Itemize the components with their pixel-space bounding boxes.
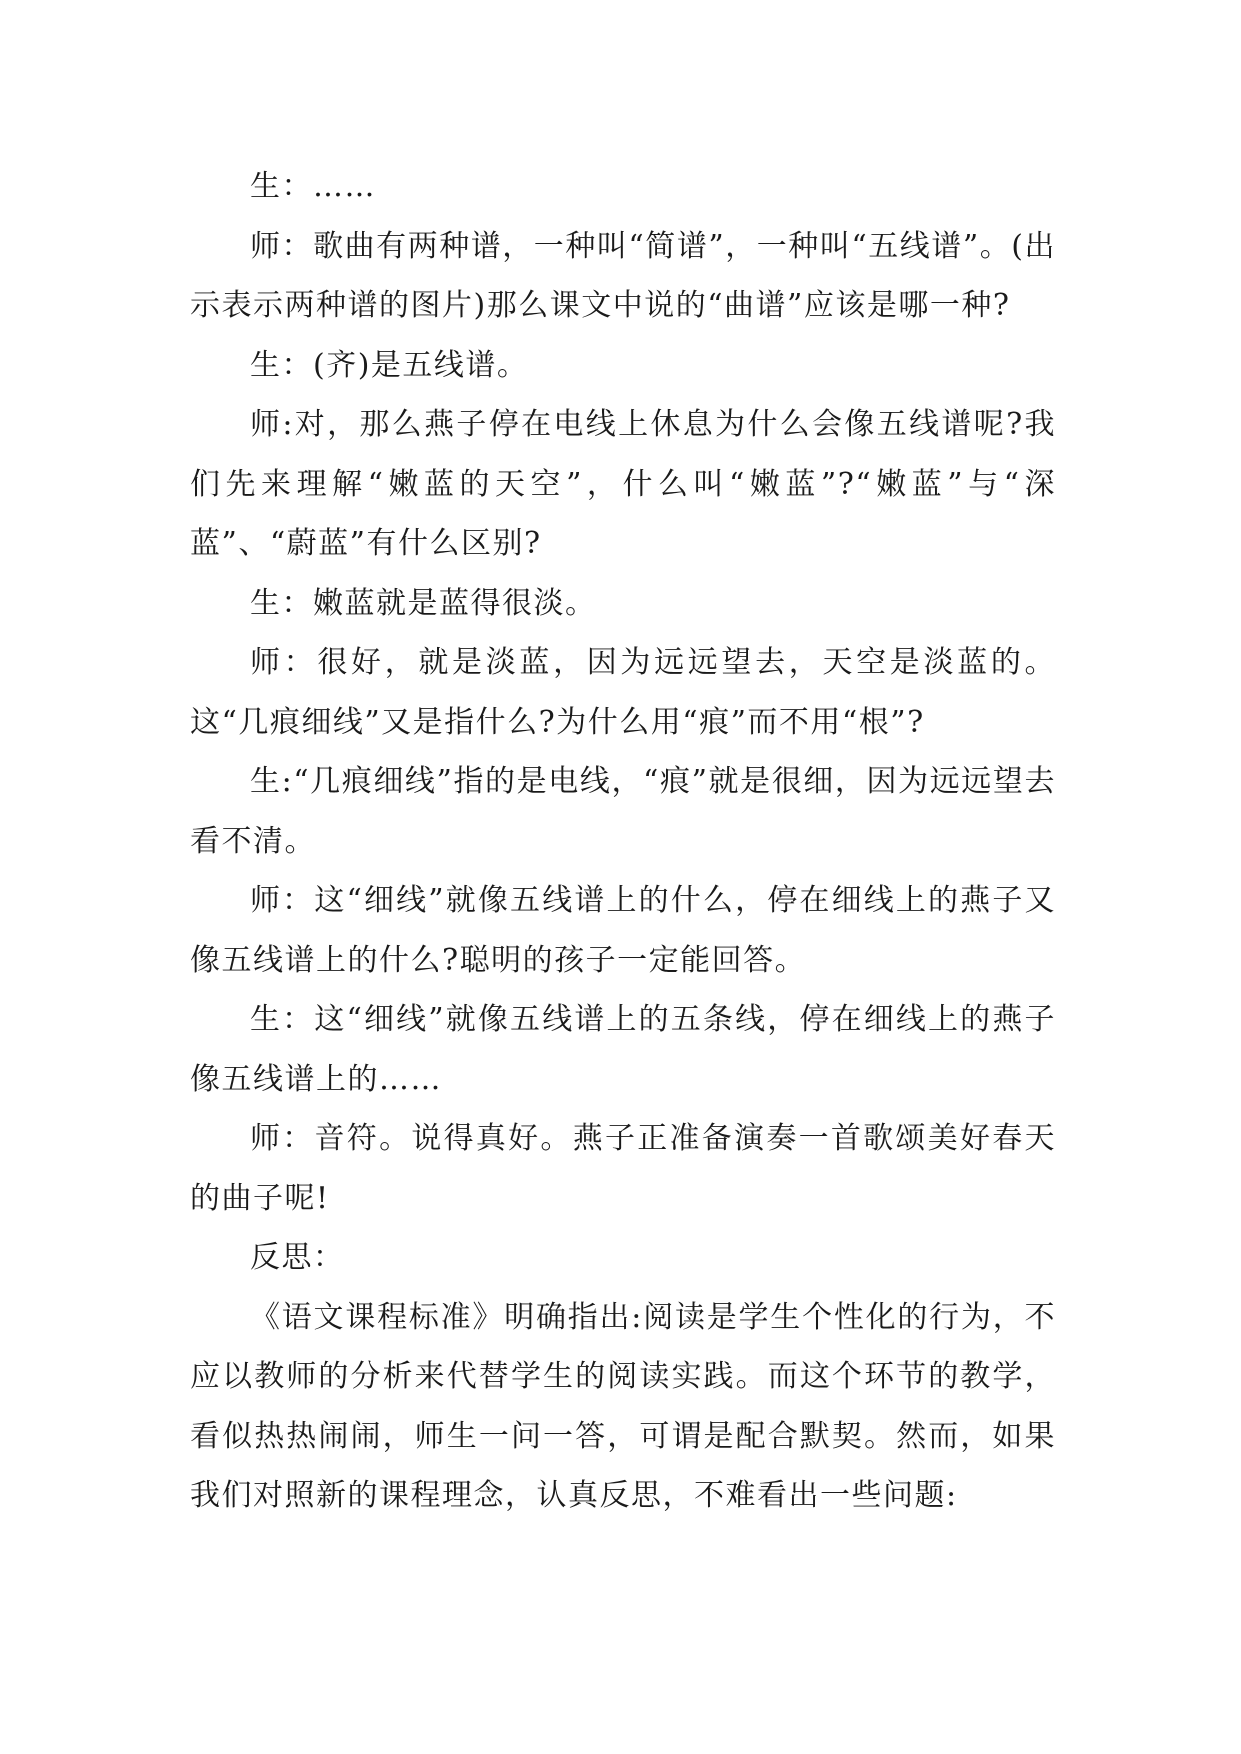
dialogue-line-teacher: 师:对，那么燕子停在电线上休息为什么会像五线谱呢?我们先来理解“嫩蓝的天空”，什么叫“嫩蓝”?“嫩蓝”与“深蓝”、“蔚蓝”有什么区别?: [190, 407, 1056, 561]
dialogue-line-teacher: 师：歌曲有两种谱，一种叫“简谱”，一种叫“五线谱”。(出示表示两种谱的图片)那么课文中说的“曲谱”应该是哪一种?: [190, 228, 1056, 323]
dialogue-line-student: 生:“几痕细线”指的是电线，“痕”就是很细，因为远远望去看不清。: [190, 764, 1056, 859]
dialogue-line-teacher: 师：很好，就是淡蓝，因为远远望去，天空是淡蓝的。这“几痕细线”又是指什么?为什么用“痕”而不用“根”?: [190, 645, 1056, 740]
dialogue-line-student: 生：……: [250, 169, 376, 204]
dialogue-line-student: 生：嫩蓝就是蓝得很淡。: [250, 585, 597, 621]
reflection-paragraph: 《语文课程标准》明确指出:阅读是学生个性化的行为，不应以教师的分析来代替学生的阅读实践。而这个环节的教学，看似热热闹闹，师生一问一答，可谓是配合默契。然而，如果我们对照新的课程理念，认真反思，不难看出一些问题:: [190, 1299, 1056, 1513]
reflection-heading: 反思：: [250, 1240, 345, 1275]
dialogue-line-teacher: 师：音符。说得真好。燕子正准备演奏一首歌颂美好春天的曲子呢!: [190, 1121, 1056, 1216]
dialogue-line-teacher: 师：这“细线”就像五线谱上的什么，停在细线上的燕子又像五线谱上的什么?聪明的孩子一定能回答。: [190, 883, 1056, 978]
dialogue-line-student: 生：这“细线”就像五线谱上的五条线，停在细线上的燕子像五线谱上的……: [190, 1002, 1056, 1097]
document-page: [190, 157, 1056, 1526]
dialogue-line-student: 生：(齐)是五线谱。: [250, 347, 529, 383]
